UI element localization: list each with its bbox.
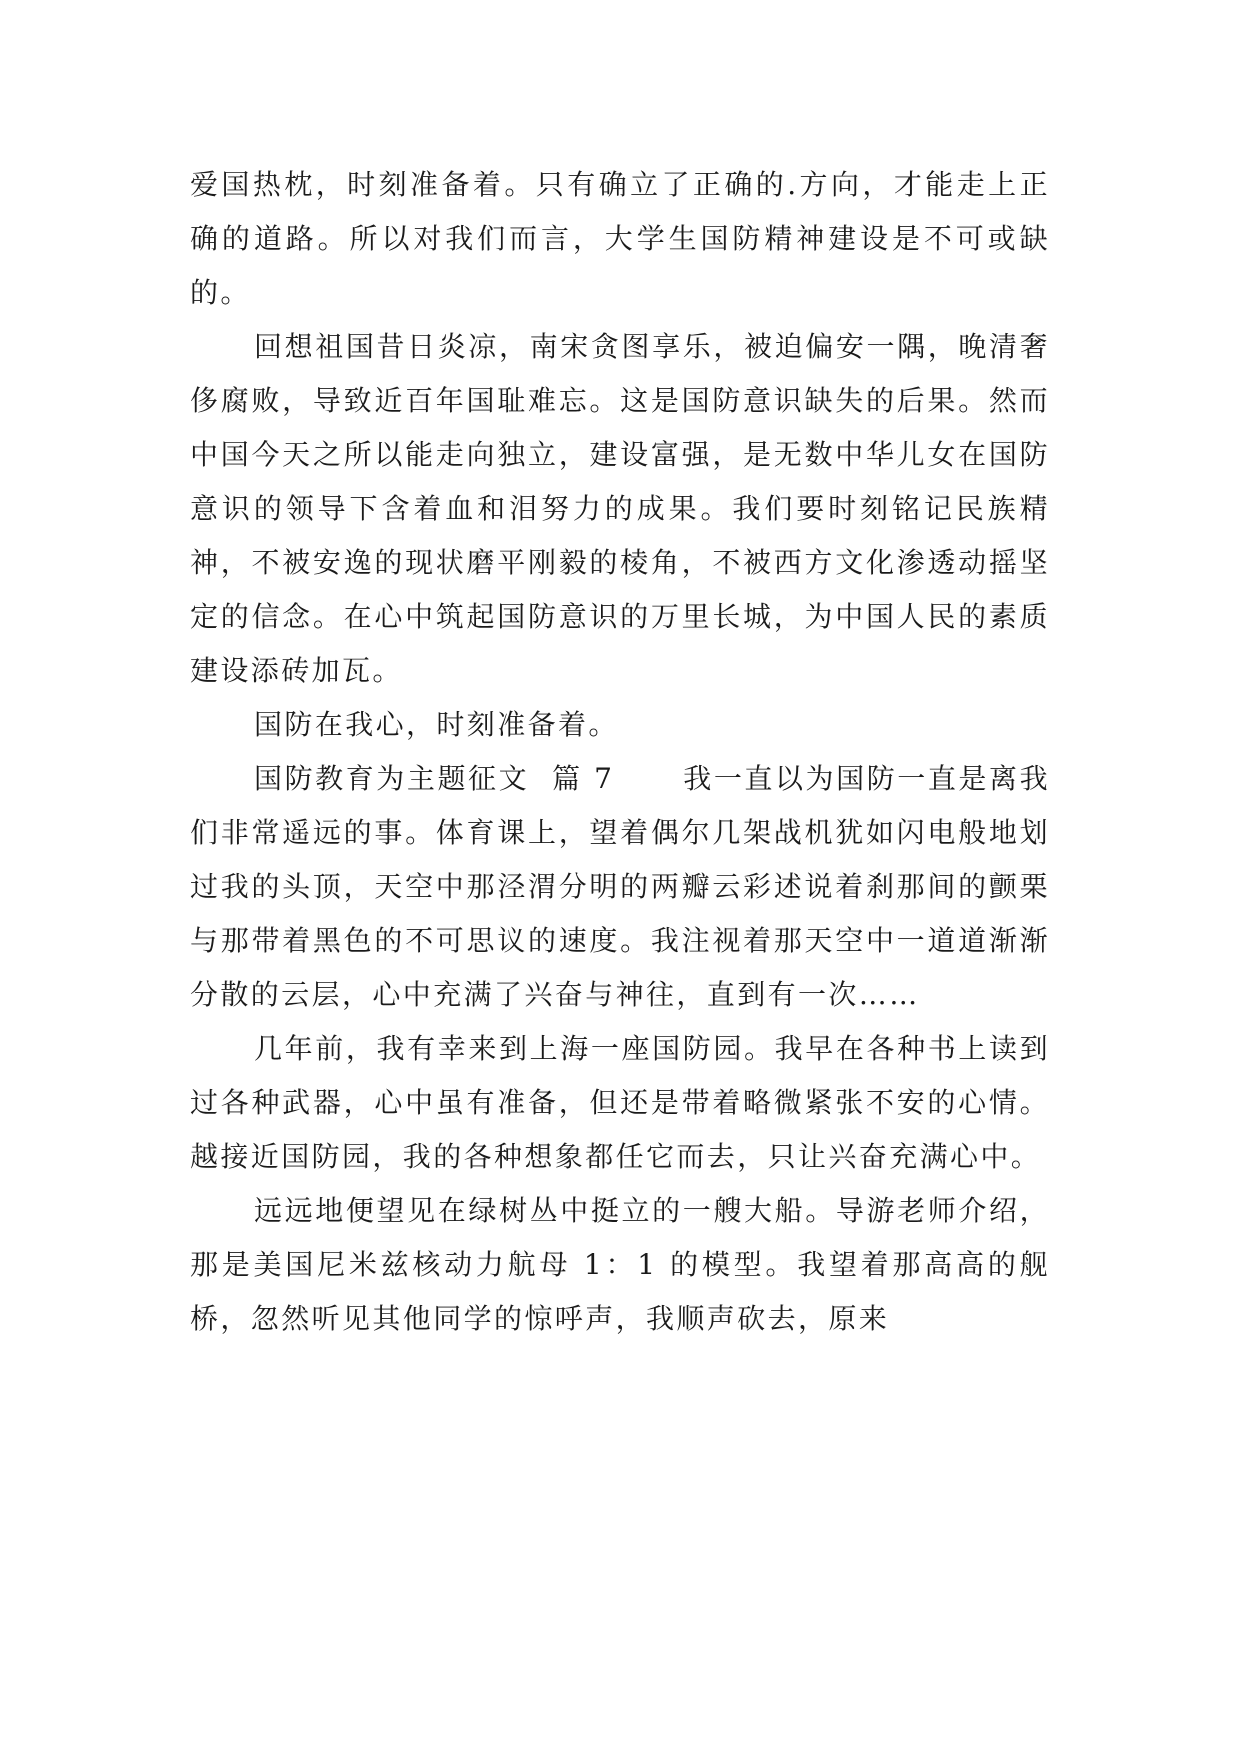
paragraph-4: 国防教育为主题征文 篇 7 我一直以为国防一直是离我们非常遥远的事。体育课上，望着偶尔几架战机犹如闪电般地划过我的头顶，天空中那泾渭分明的两瓣云彩述说着刹那间的颤栗与那带着黑色的不可思议的速度。我注视着那天空中一道道渐渐分散的云层，心中充满了兴奋与神往，直到有一次……: [190, 762, 1050, 1011]
paragraph-1: 爱国热枕，时刻准备着。只有确立了正确的.方向，才能走上正确的道路。所以对我们而言，大学生国防精神建设是不可或缺的。: [190, 168, 1050, 309]
paragraph-3: 国防在我心，时刻准备着。: [254, 708, 619, 741]
paragraph-2: 回想祖国昔日炎凉，南宋贪图享乐，被迫偏安一隅，晚清奢侈腐败，导致近百年国耻难忘。这是国防意识缺失的后果。然而中国今天之所以能走向独立，建设富强，是无数中华儿女在国防意识的领导下含着血和泪努力的成果。我们要时刻铭记民族精神，不被安逸的现状磨平刚毅的棱角，不被西方文化渗透动摇坚定的信念。在心中筑起国防意识的万里长城，为中国人民的素质建设添砖加瓦。: [190, 330, 1050, 687]
paragraph-5: 几年前，我有幸来到上海一座国防园。我早在各种书上读到过各种武器，心中虽有准备，但还是带着略微紧张不安的心情。越接近国防园，我的各种想象都任它而去，只让兴奋充满心中。: [190, 1032, 1050, 1173]
document-body: [190, 158, 1050, 1346]
paragraph-6: 远远地便望见在绿树丛中挺立的一艘大船。导游老师介绍，那是美国尼米兹核动力航母 1：1 的模型。我望着那高高的舰桥，忽然听见其他同学的惊呼声，我顺声砍去，原来: [190, 1194, 1050, 1335]
